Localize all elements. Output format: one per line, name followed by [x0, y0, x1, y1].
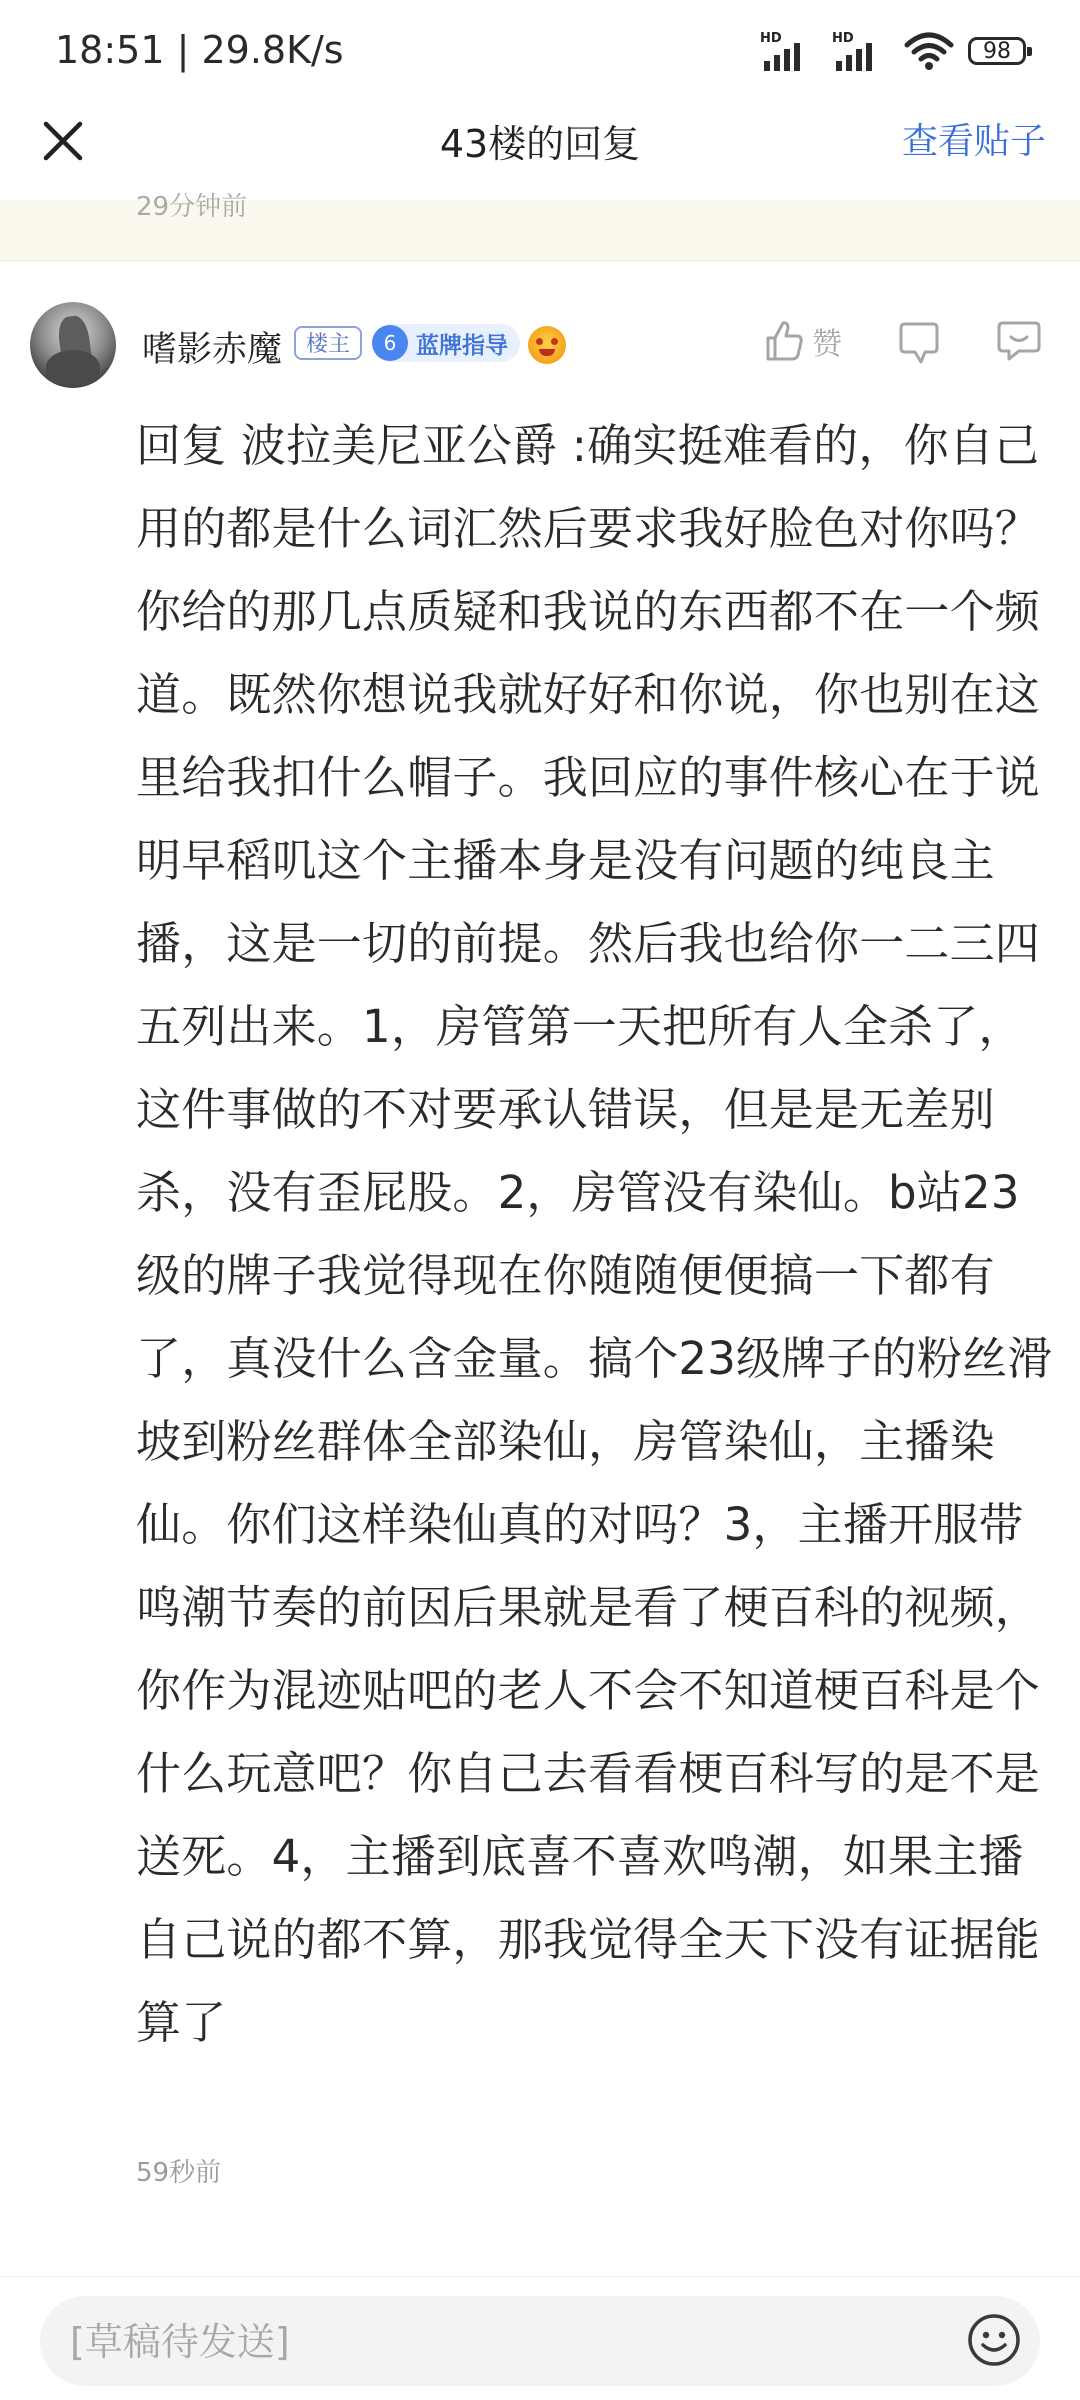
smiley-icon[interactable]	[964, 2310, 1024, 2370]
previous-reply-time: 29分钟前	[136, 192, 248, 222]
divider	[0, 2276, 1080, 2277]
like-button[interactable]	[764, 316, 842, 366]
share-icon[interactable]	[895, 318, 943, 368]
username[interactable]: 嗜影赤魔	[142, 330, 283, 370]
fire-emoji-icon	[528, 326, 566, 364]
status-icons	[760, 26, 1026, 76]
signal-icon	[760, 31, 818, 71]
wifi-icon	[904, 31, 954, 71]
status-time: 18:51 | 29.8K/s	[55, 28, 344, 72]
thumbs-up-icon	[764, 320, 804, 362]
level-title: 蓝牌指导	[416, 332, 508, 359]
signal-icon	[832, 31, 890, 71]
reply-input[interactable]	[70, 2314, 870, 2370]
sim2-hd-label: HD	[832, 31, 854, 46]
level-badge	[372, 324, 520, 362]
owner-badge: 楼主	[294, 326, 362, 360]
view-post-button[interactable]: 查看贴子	[901, 121, 1046, 162]
comment-icon[interactable]	[995, 318, 1043, 364]
page-title: 43楼的回复	[439, 122, 641, 166]
like-label: 赞	[812, 327, 842, 362]
sim1-hd-label: HD	[760, 31, 782, 46]
level-number: 6	[372, 325, 408, 361]
battery-icon: 98	[968, 37, 1026, 65]
reply-text: 回复 波拉美尼亚公爵 :确实挺难看的，你自己用的都是什么词汇然后要求我好脸色对你吗？你给的那几点质疑和我说的东西都不在一个频道。既然你想说我就好好和你说，你也别在这里给我扣什么帽子。我回应的事件核心在于说明早稻叽这个主播本身是没有问题的纯良主播，这是一切的前提。然后我也给你一二三四五列出来。1，房管第一天把所有人全杀了，这件事做的不对要承认错误，但是是无差别杀，没有歪屁股。2，房管没有染仙。b站23级的牌子我觉得现在你随随便便搞一下都有了，真没什么含金量。搞个23级牌子的粉丝滑坡到粉丝群体全部染仙，房管染仙，主播染仙。你们这样染仙真的对吗？3，主播开服带鸣潮节奏的前因后果就是看了梗百科的视频，你作为混迹贴吧的老人不会不知道梗百科是个什么玩意吧？你自己去看看梗百科写的是不是送死。4，主播到底喜不喜欢鸣潮，如果主播自己说的都不算，那我觉得全天下没有证据能算了	[136, 419, 1053, 2049]
reply-time: 59秒前	[136, 2158, 222, 2188]
avatar[interactable]	[30, 302, 116, 388]
status-bar	[0, 0, 1080, 100]
previous-reply-strip	[0, 192, 1080, 261]
